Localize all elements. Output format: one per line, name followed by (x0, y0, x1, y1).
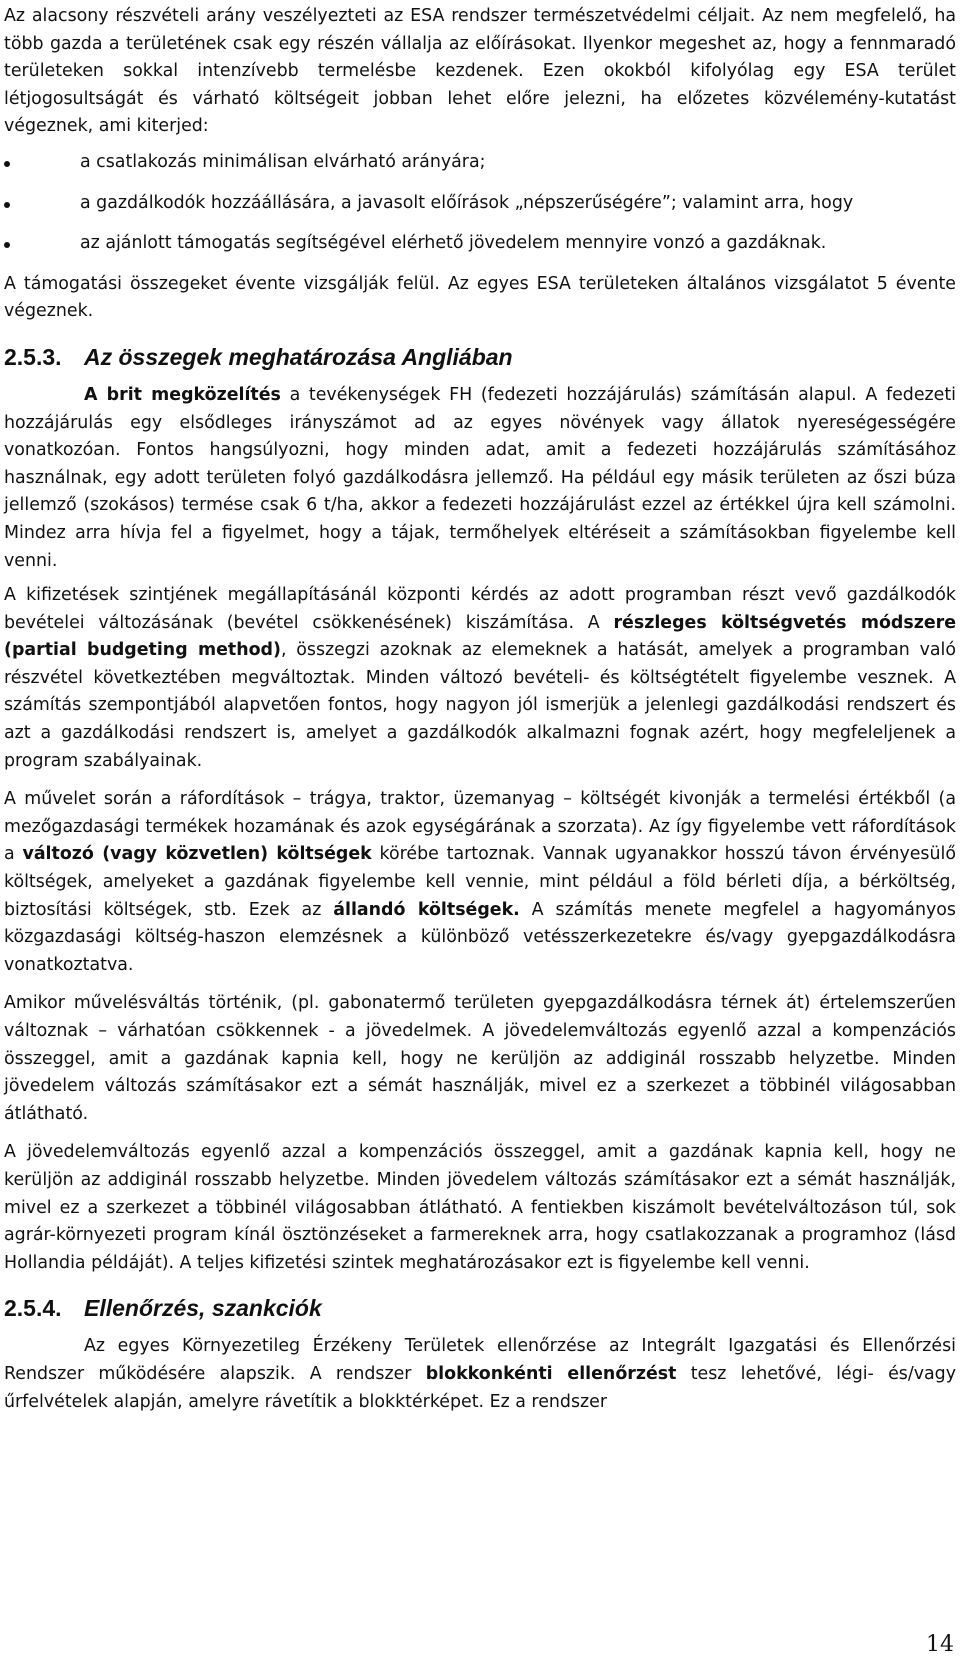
bold-phrase: A brit megközelítés (84, 384, 281, 405)
page-content (4, 3, 956, 1423)
bullet-item (4, 230, 956, 258)
section-heading-2-5-3 (4, 342, 956, 372)
cultivation-change-paragraph: Amikor művelésváltás történik, (pl. gabonatermő területen gyepgazdálkodásra térnek át) értelemszerűen változnak – várhatóan csökkennek - a jövedelmek. A jövedelemváltozás egyenlő azzal a kompenzációs összeggel, amit a gazdának kapnia kell, hogy ne kerüljön az addiginál rosszabb helyzetbe. Minden jövedelem változás számításakor ezt a sémát használják, mivel ez a szerkezet a többinél világosabban átlátható. (4, 993, 956, 1124)
bullet-text: a csatlakozás minimálisan elvárható arányára; (80, 151, 486, 172)
section-number: 2.5.4. (4, 1295, 62, 1322)
paragraph-text: körébe tartoznak. Vannak ugyanakkor hosszú távon érvényesülő költségek, amelyeket a gazdának figyelembe kell vennie, mint például a föld bérleti díja, a bérköltség, biztosítási költségek, stb. Ezek az (4, 844, 956, 920)
bold-phrase: változó (vagy közvetlen) költségek (22, 844, 372, 865)
paragraph-text: a tevékenységek FH (fedezeti hozzájárulás) számításán alapul. A fedezeti hozzájárulás egy elsődleges irányszámot ad az egyes növények vagy állatok nyereségességére vonatkozóan. Fontos hangsúlyozni, hogy minden adat, amit a fedezeti hozzájárulás számításához használnak, egy adott területen folyó gazdálkodásra jellemző. Ha például egy másik területen az őszi búza jellemző (szokásos) termése csak 6 t/ha, akkor a fedezeti hozzájárulást ezzel az értékkel újra kell számolni. Mindez arra hívja fel a figyelmet, hogy a tájak, termőhelyek eltéréseit a számításokban figyelembe kell venni. (4, 384, 957, 571)
review-paragraph: A támogatási összegeket évente vizsgálják felül. Az egyes ESA területeken általános vizsgálatot 5 évente végeznek. (4, 273, 956, 322)
paragraph-text: A számítás menete megfelel a hagyományos közgazdasági költség-haszon elemzésnek a különböző vetésszerkezetekre és/vagy gyepgazdálkodásra vonatkoztatva. (4, 899, 956, 975)
bold-phrase: állandó költségek. (333, 899, 520, 920)
section-heading-2-5-4 (4, 1293, 956, 1323)
british-approach-paragraph (4, 382, 956, 575)
bullet-icon (4, 242, 10, 248)
bullet-icon (4, 202, 10, 208)
bullet-item (4, 149, 956, 177)
partial-budgeting-paragraph (4, 582, 956, 775)
section-number: 2.5.3. (4, 343, 62, 370)
bold-phrase: részleges költségvetés módszere (partial budgeting method) (4, 612, 957, 661)
control-paragraph (4, 1333, 956, 1416)
paragraph-text: tesz lehetővé, légi- és/vagy űrfelvételek alapján, amelyre rávetítik a blokktérképet. Ez a rendszer (4, 1363, 957, 1412)
paragraph-text: , összegzi azoknak az elemeknek a hatását, amelyek a programban való részvétel következtében megváltoztak. Minden változó bevételi- és költségtételt figyelembe vesznek. A számítás szempontjából alapvetően fontos, hogy nagyon jól ismerjük a jelenlegi gazdálkodási rendszert és azt a gazdálkodási rendszert is, amelyet a gazdálkodók alkalmazni fognak azért, hogy megfeleljenek a program szabályainak. (4, 640, 956, 771)
paragraph-text: A művelet során a ráfordítások – trágya, traktor, üzemanyag – költségét kivonják a termelési értékből (a mezőgazdasági termékek hozamának és azok egységárának a szorzata). Az így figyelembe vett ráfordítások a (4, 789, 956, 865)
bullet-text: a gazdálkodók hozzáállására, a javasolt előírások „népszerűségére”; valamint arra, hogy (80, 192, 854, 213)
intro-paragraph: Az alacsony részvételi arány veszélyezteti az ESA rendszer természetvédelmi céljait. Az nem megfelelő, ha több gazda a területének csak egy részén vállalja az előírásokat. Ilyenkor megeshet az, hogy a fennmaradó területeken sokkal intenzívebb termelésbe kezdenek. Ezen okokból kifolyólag egy ESA terület létjogosultságát és várható költségeit jobban lehet előre jelezni, ha előzetes közvélemény-kutatást végeznek, ami kiterjed: (4, 6, 956, 137)
bullet-list (4, 149, 956, 258)
page-number: 14 (926, 1632, 954, 1657)
section-title: Ellenőrzés, szankciók (84, 1295, 322, 1322)
costs-paragraph (4, 786, 956, 979)
paragraph-text: A kifizetések szintjének megállapításánál központi kérdés az adott programban részt vevő gazdálkodók bevételei változásának (bevétel csökkenésének) kiszámítása. A (4, 585, 956, 633)
bullet-item (4, 190, 956, 218)
bold-phrase: blokkonkénti ellenőrzést (425, 1363, 677, 1384)
section-title: Az összegek meghatározása Angliában (84, 343, 513, 370)
paragraph-text: Az egyes Környezetileg Érzékeny Területek ellenőrzése az Integrált Igazgatási és Ellenőrzési Rendszer működésére alapszik. A rendszer (4, 1336, 956, 1384)
income-change-paragraph: A jövedelemváltozás egyenlő azzal a kompenzációs összeggel, amit a gazdának kapnia kell, hogy ne kerüljön az addiginál rosszabb helyzetbe. Minden jövedelem változás számításakor ezt a sémát használják, mivel ez a szerkezet a többinél világosabban átlátható. A fentiekben kiszámolt bevételváltozáson túl, sok agrár-környezeti program kínál ösztönzéseket a farmereknek arra, hogy csatlakozzanak a programhoz (lásd Hollandia példáját). A teljes kifizetési szintek meghatározásakor ezt is figyelembe kell venni. (4, 1142, 956, 1273)
bullet-icon (4, 161, 10, 167)
bullet-text: az ajánlott támogatás segítségével elérhető jövedelem mennyire vonzó a gazdáknak. (80, 233, 827, 254)
